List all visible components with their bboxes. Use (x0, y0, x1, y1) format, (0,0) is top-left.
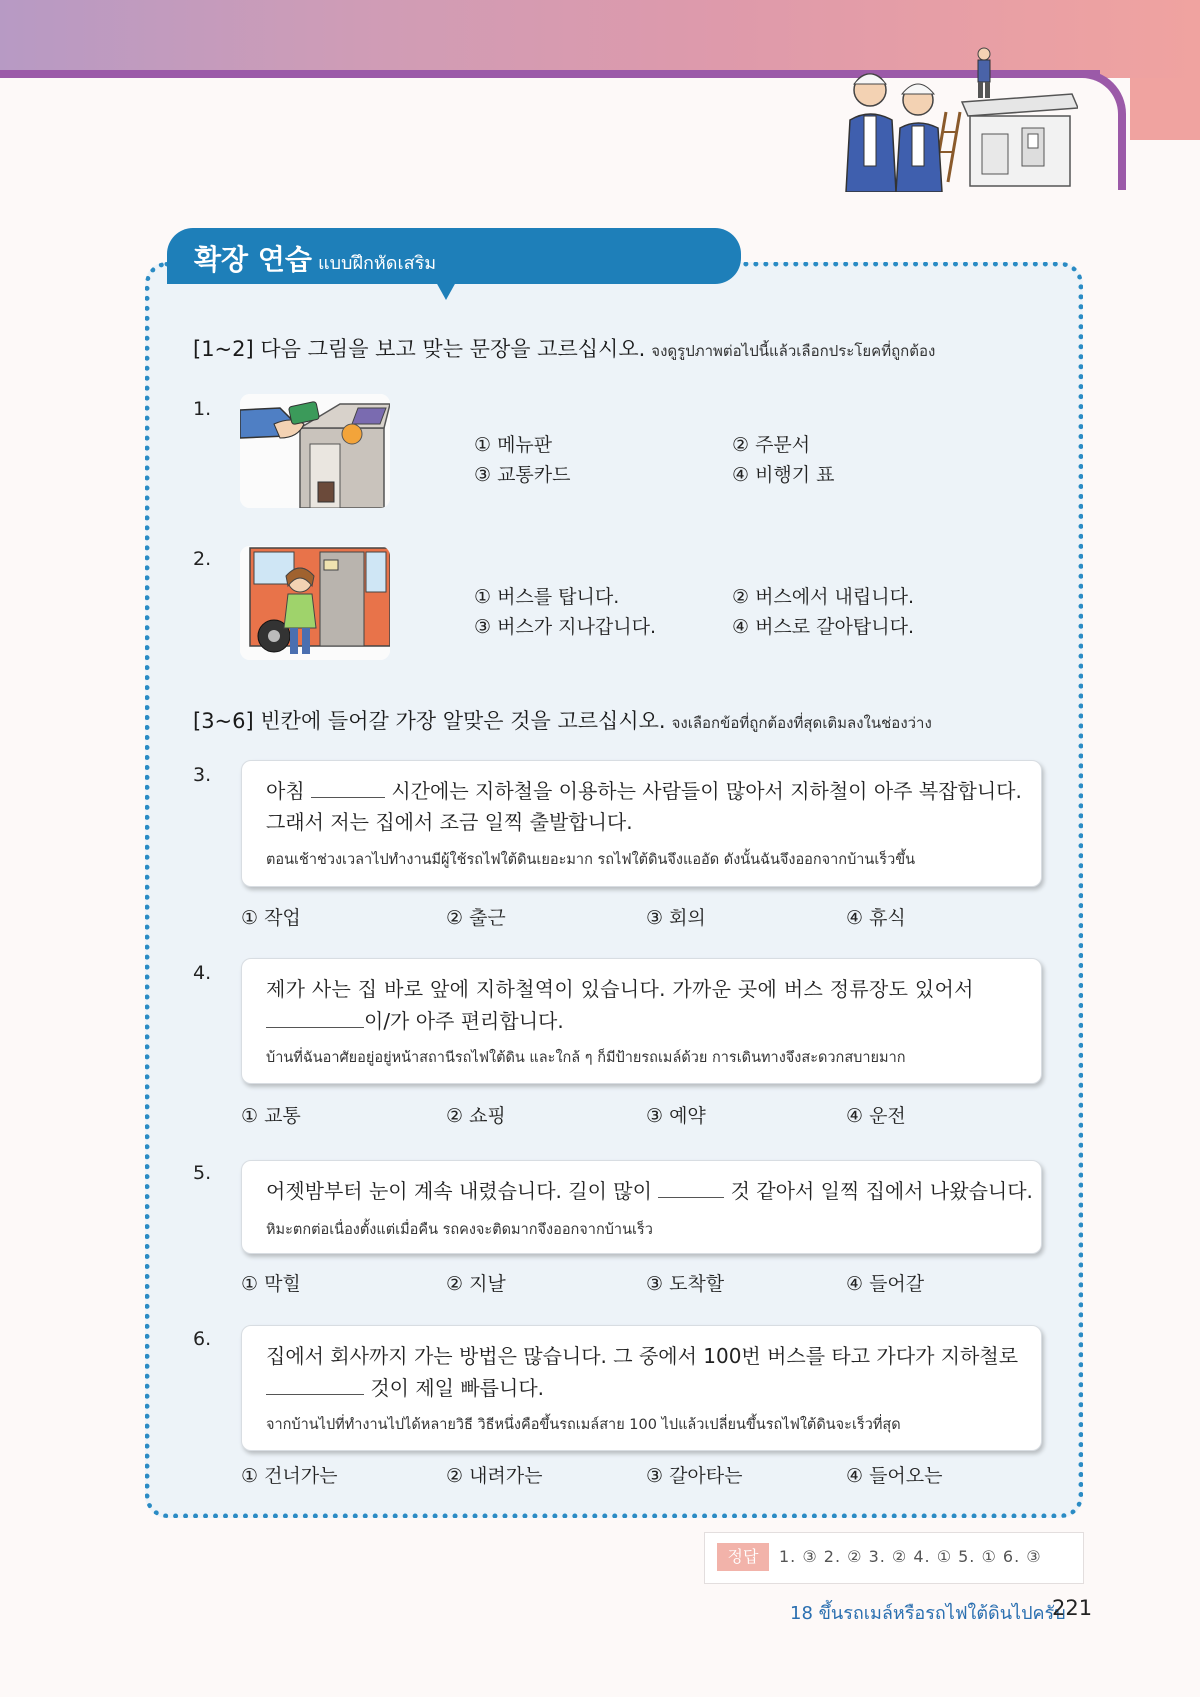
question-6-card (241, 1325, 1042, 1451)
q3-line-1 (266, 775, 1022, 804)
section-tab-title: 확장 연습 (194, 243, 312, 276)
q3-thai-translation: ตอนเช้าช่วงเวลาไปทำงานมีผู้ใช้รถไฟใต้ดินเยอะมาก รถไฟใต้ดินจึงแออัด ดังนั้นฉันจึงออกจากบ้านเร็วขึ้น (266, 852, 916, 868)
q6-line-2-end: 것이 제일 빠릅니다. (370, 1376, 544, 1400)
page-number: 221 (1052, 1596, 1093, 1620)
bus-boarding-illustration (240, 546, 390, 660)
question-4-card (241, 958, 1042, 1084)
chapter-title: 18 ขึ้นรถเมล์หรือรถไฟใต้ดินไปครับ (790, 1603, 1066, 1624)
q4-option-3[interactable]: ③ 예약 (646, 1105, 706, 1127)
instruction-1-2-korean: [1~2] 다음 그림을 보고 맞는 문장을 고르십시오. (193, 337, 646, 361)
q1-option-2[interactable]: ② 주문서 (732, 434, 811, 456)
instruction-3-6 (193, 705, 932, 735)
question-3-card (241, 760, 1042, 887)
q6-option-1[interactable]: ① 건너가는 (241, 1465, 338, 1487)
question-1-image (240, 394, 390, 508)
q5-thai-translation: หิมะตกต่อเนื่องตั้งแต่เมื่อคืน รถคงจะติดมากจึงออกจากบ้านเร็ว (266, 1222, 653, 1238)
q5-option-1[interactable]: ① 막힐 (241, 1273, 301, 1295)
q6-line-1: 집에서 회사까지 가는 방법은 많습니다. 그 중에서 100번 버스를 타고 가다가 지하철로 (266, 1344, 1019, 1368)
q4-line-2-end: 이/가 아주 편리합니다. (364, 1009, 564, 1033)
section-tab-pointer (436, 282, 456, 300)
q5-blank (658, 1179, 724, 1198)
instruction-3-6-korean: [3~6] 빈칸에 들어갈 가장 알맞은 것을 고르십시오. (193, 709, 666, 733)
q1-option-1[interactable]: ① 메뉴판 (474, 434, 553, 456)
question-3-number: 3. (193, 764, 212, 786)
q2-option-1[interactable]: ① 버스를 탑니다. (474, 586, 620, 608)
question-4-number: 4. (193, 962, 212, 984)
instruction-3-6-thai: จงเลือกข้อที่ถูกต้องที่สุดเติมลงในช่องว่าง (671, 714, 932, 732)
header-pink-block (1130, 78, 1200, 140)
q5-option-2[interactable]: ② 지날 (446, 1273, 506, 1295)
q5-option-3[interactable]: ③ 도착할 (646, 1273, 725, 1295)
q6-option-2[interactable]: ② 내려가는 (446, 1465, 543, 1487)
question-5-number: 5. (193, 1162, 212, 1184)
q4-line-2 (266, 1005, 564, 1034)
q3-option-4[interactable]: ④ 휴식 (846, 907, 906, 929)
q6-thai-translation: จากบ้านไปที่ทำงานไปได้หลายวิธี วิธีหนึ่งคือขึ้นรถเมล์สาย 100 ไปแล้วเปลี่ยนขึ้นรถไฟใต้ดินจะเร็วที่สุด (266, 1417, 901, 1433)
q3-option-1[interactable]: ① 작업 (241, 907, 301, 929)
q4-line-1: 제가 사는 집 바로 앞에 지하철역이 있습니다. 가까운 곳에 버스 정류장도 있어서 (266, 977, 974, 1001)
question-6-number: 6. (193, 1328, 212, 1350)
q2-option-4[interactable]: ④ 버스로 갈아탑니다. (732, 616, 914, 638)
question-2-image (240, 546, 390, 660)
q1-option-4[interactable]: ④ 비행기 표 (732, 464, 835, 486)
q3-option-3[interactable]: ③ 회의 (646, 907, 706, 929)
q6-line-2 (266, 1372, 544, 1401)
instruction-1-2 (193, 333, 935, 363)
answer-key-text: 1. ③ 2. ② 3. ② 4. ① 5. ① 6. ③ (779, 1547, 1042, 1566)
q3-line-1-end: 시간에는 지하철을 이용하는 사람들이 많아서 지하철이 아주 복잡합니다. (391, 779, 1022, 803)
q2-option-3[interactable]: ③ 버스가 지나갑니다. (474, 616, 656, 638)
workers-illustration (842, 42, 1078, 192)
question-5-card (241, 1160, 1042, 1254)
q4-thai-translation: บ้านที่ฉันอาศัยอยู่อยู่หน้าสถานีรถไฟใต้ดิน และใกล้ ๆ ก็มีป้ายรถเมล์ด้วย การเดินทางจึงสะดวกสบายมาก (266, 1050, 906, 1066)
section-tab-subtitle: แบบฝึกหัดเสริม (318, 253, 437, 274)
q3-option-2[interactable]: ② 출근 (446, 907, 506, 929)
instruction-1-2-thai: จงดูรูปภาพต่อไปนี้แล้วเลือกประโยคที่ถูกต้อง (651, 342, 936, 360)
q5-option-4[interactable]: ④ 들어갈 (846, 1273, 925, 1295)
q4-option-2[interactable]: ② 쇼핑 (446, 1105, 506, 1127)
answer-key-label: 정답 (717, 1543, 769, 1571)
q3-blank (311, 779, 385, 798)
q4-option-4[interactable]: ④ 운전 (846, 1105, 906, 1127)
answer-key-box (704, 1532, 1084, 1584)
question-2-number: 2. (193, 548, 212, 570)
q3-line-2: 그래서 저는 집에서 조금 일찍 출발합니다. (266, 810, 633, 834)
q1-option-3[interactable]: ③ 교통카드 (474, 464, 571, 486)
q5-line-1-start: 어젯밤부터 눈이 계속 내렸습니다. 길이 많이 (266, 1179, 652, 1203)
q6-blank (266, 1376, 364, 1395)
question-1-number: 1. (193, 398, 212, 420)
card-reader-illustration (240, 394, 390, 508)
q2-option-2[interactable]: ② 버스에서 내립니다. (732, 586, 914, 608)
q6-option-3[interactable]: ③ 갈아타는 (646, 1465, 743, 1487)
q4-option-1[interactable]: ① 교통 (241, 1105, 301, 1127)
q4-blank (266, 1009, 364, 1028)
q3-line-1-start: 아침 (266, 779, 305, 803)
q5-line-1 (266, 1175, 1033, 1204)
q6-option-4[interactable]: ④ 들어오는 (846, 1465, 943, 1487)
q5-line-1-end: 것 같아서 일찍 집에서 나왔습니다. (730, 1179, 1033, 1203)
